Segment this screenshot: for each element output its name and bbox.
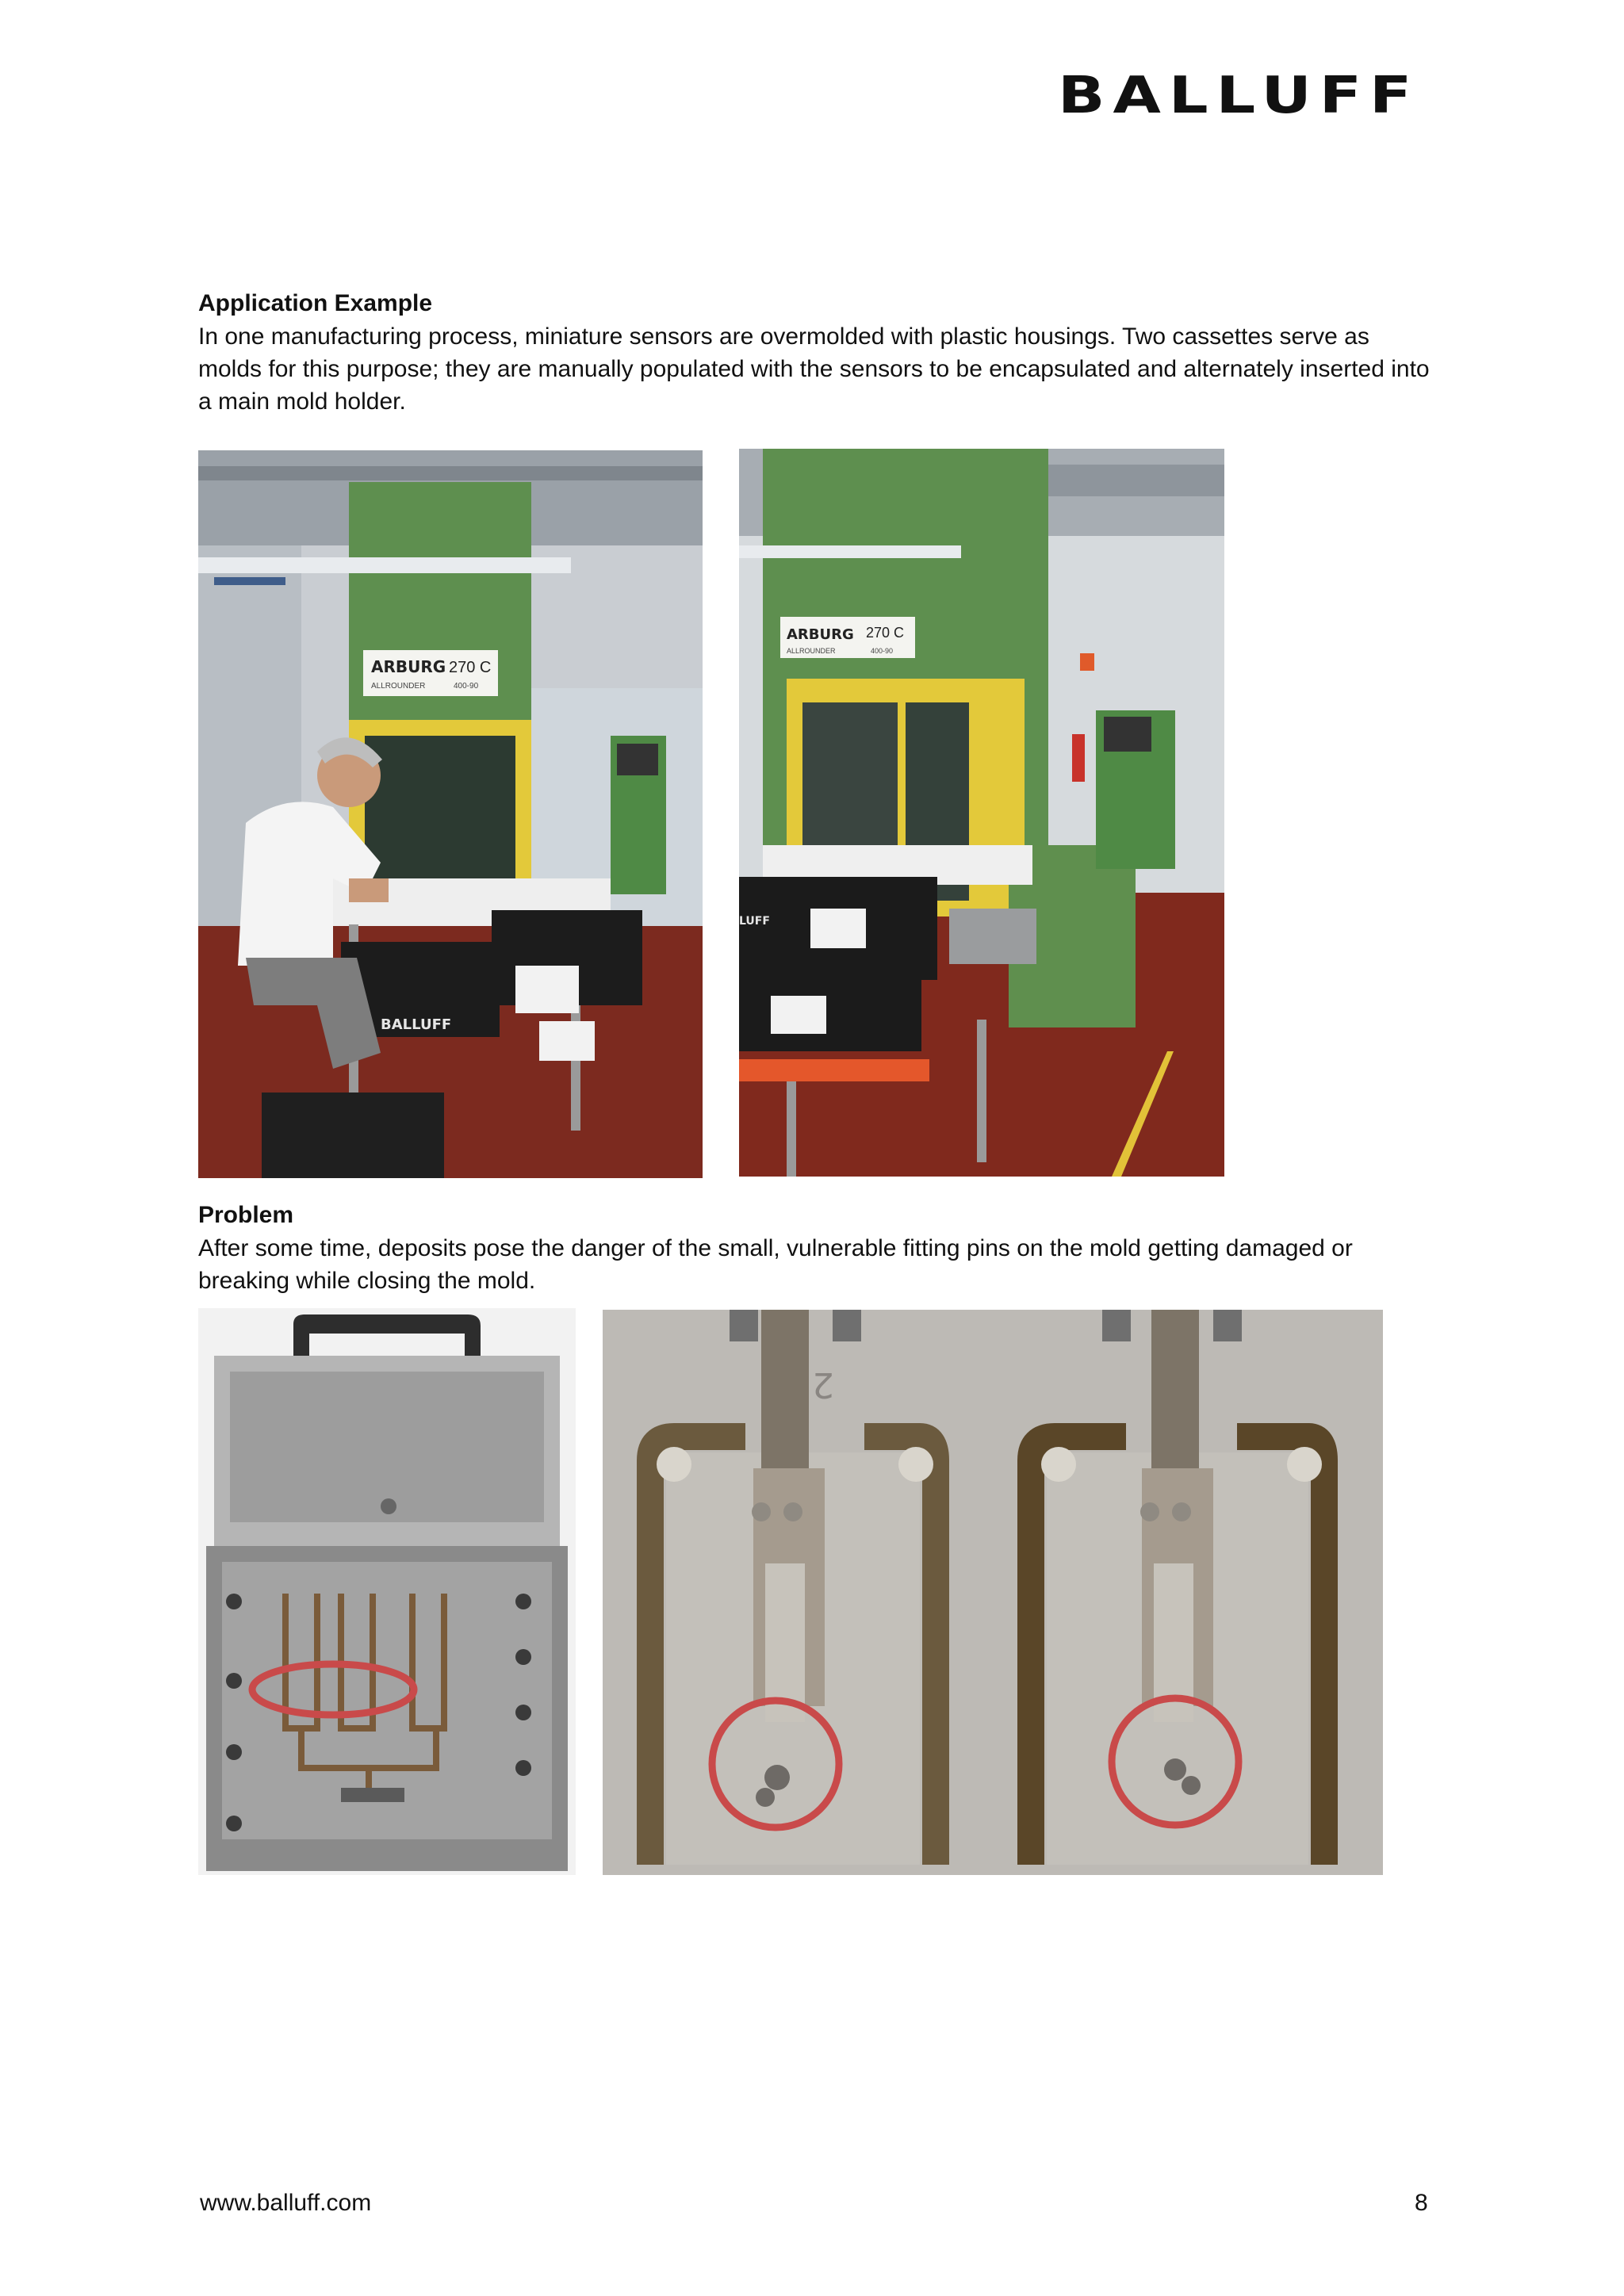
- photo-mold-cassette: [198, 1308, 576, 1875]
- machine-brand-label-2: ARBURG: [787, 626, 854, 643]
- machine-model-label-2: 270 C: [866, 625, 905, 641]
- balluff-logo: BALLUFF: [1058, 66, 1420, 125]
- machine-spec-label: 400-90: [454, 682, 479, 691]
- cavity-label-2: 2: [812, 1364, 834, 1405]
- footer-website: www.balluff.com: [200, 2190, 372, 2216]
- machine-line-label: ALLROUNDER: [371, 682, 426, 691]
- crate-label: BALLUFF: [381, 1016, 452, 1033]
- section-title-application-example: Application Example: [198, 290, 433, 316]
- problem-paragraph: After some time, deposits pose the danger of the small, vulnerable fitting pins on the mold getting damaged or breaking while closing the mold.: [198, 1235, 1353, 1294]
- page-number: 8: [1415, 2190, 1428, 2216]
- photo-machine-workstation: [739, 449, 1224, 1177]
- section-title-problem: Problem: [198, 1202, 294, 1228]
- photo-pin-closeup: [603, 1310, 1383, 1875]
- photo-operator-at-machine: [198, 450, 703, 1178]
- machine-model-label: 270 C: [449, 659, 492, 676]
- machine-brand-label: ARBURG: [371, 657, 446, 676]
- machine-line-label-2: ALLROUNDER: [787, 647, 836, 655]
- machine-spec-label-2: 400-90: [871, 647, 894, 655]
- crate-label-2: LUFF: [739, 915, 770, 928]
- application-example-paragraph: In one manufacturing process, miniature sensors are overmolded with plastic housings. Two cassettes serve as molds for this purpose; they are manually populated with the sensors to be encapsulated and alternately inserted into a main mold holder.: [198, 323, 1430, 415]
